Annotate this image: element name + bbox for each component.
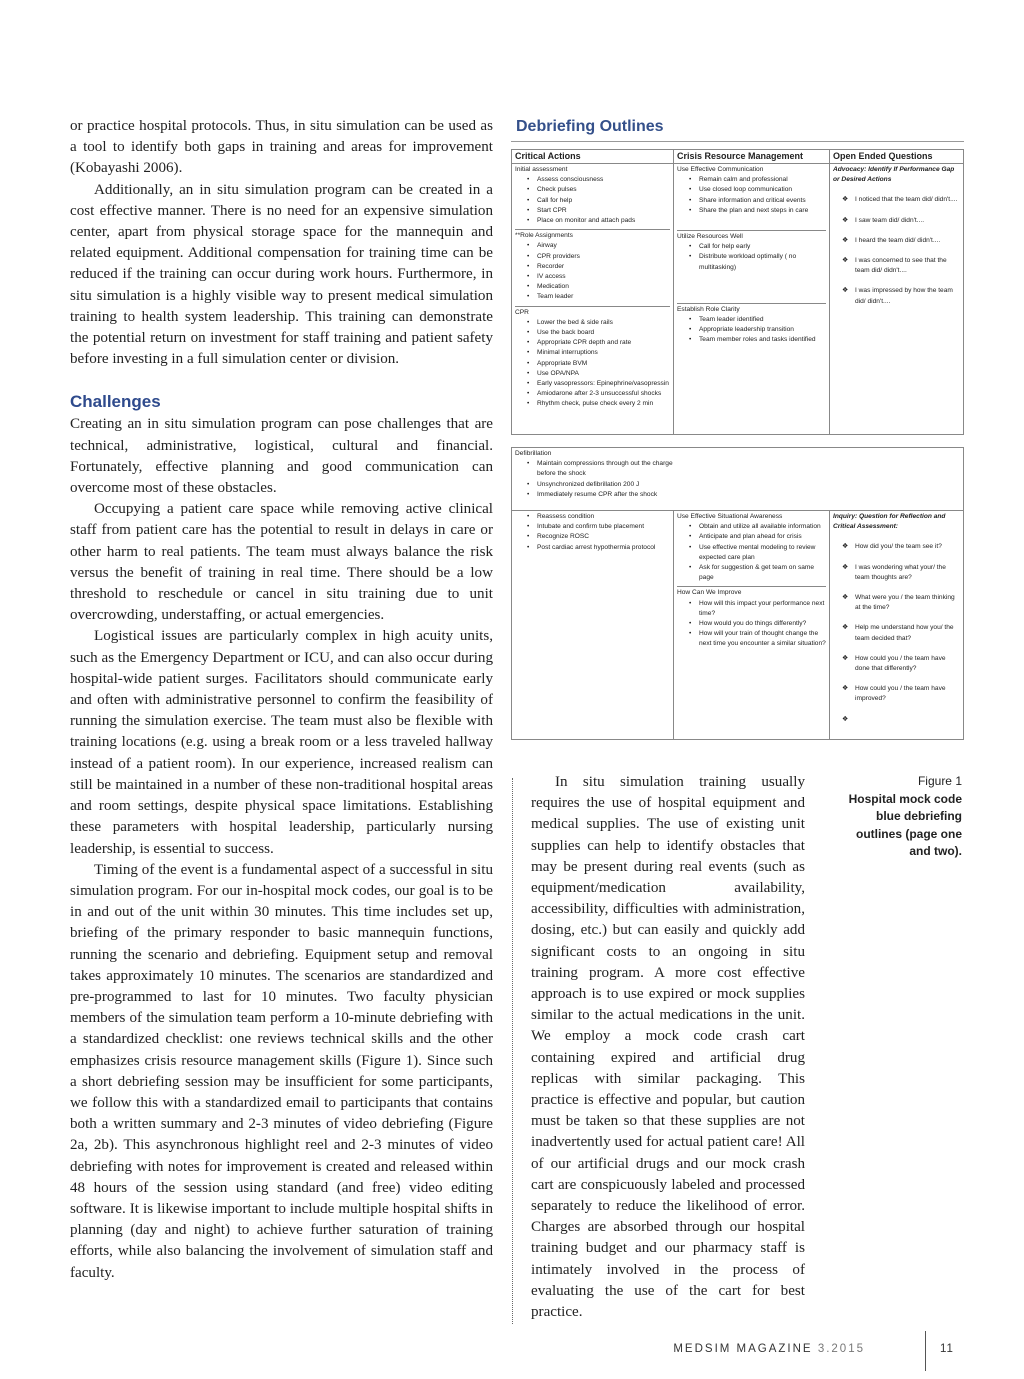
issue-number: 3.2015	[817, 1343, 865, 1355]
list-item: ❖ I heard the team did/ didn't....	[855, 236, 960, 246]
section-label: Defibrillation	[515, 450, 552, 457]
list-item: • Early vasopressors: Epinephrine/vasopressin	[537, 379, 670, 389]
table-header-row	[512, 150, 963, 164]
list-item: • Remain calm and professional	[699, 175, 826, 185]
list-item: • Appropriate BVM	[537, 359, 670, 369]
figure-title: Debriefing Outlines	[516, 118, 664, 135]
list-item: • IV access	[537, 272, 670, 282]
list-item: • Immediately resume CPR after the shock	[537, 490, 677, 500]
list-item: • Distribute workload optimally ( no multitasking)	[699, 252, 826, 272]
bullet-list	[677, 242, 826, 273]
list-item: • Appropriate CPR depth and rate	[537, 338, 670, 348]
section-label: How Can We Improve	[677, 586, 826, 598]
list-item: ❖ I saw team did/ didn't....	[855, 216, 960, 226]
diamond-list	[833, 542, 960, 704]
list-item: ❖ How could you / the team have improved?	[855, 684, 960, 704]
figure-caption	[838, 773, 962, 861]
list-item: ❖ Help me understand how you/ the team decided that?	[855, 623, 960, 643]
body-paragraph: or practice hospital protocols. Thus, in situ simulation can be used as a tool to identify both gaps in training and areas for improvement (Kobayashi 2006).	[70, 118, 493, 177]
bullet-list	[515, 512, 670, 553]
left-column	[70, 116, 493, 1284]
list-item: • Call for help early	[699, 242, 826, 252]
table-body-row	[512, 164, 963, 434]
list-item: • Place on monitor and attach pads	[537, 216, 670, 226]
magazine-name: MEDSIM MAGAZINE	[673, 1343, 813, 1355]
list-item: • Use effective mental modeling to review expected care plan	[699, 543, 826, 563]
section-label: Initial assessment	[515, 166, 568, 173]
list-item: ❖ I was concerned to see that the team did/ didn't....	[855, 256, 960, 276]
list-item: • How will this impact your performance next time?	[699, 599, 826, 619]
bullet-list	[677, 599, 826, 650]
bullet-list	[515, 459, 677, 500]
list-item: • Lower the bed & side rails	[537, 318, 670, 328]
list-item: • Assess consciousness	[537, 175, 670, 185]
column-divider	[512, 778, 513, 1324]
body-paragraph: Occupying a patient care space while removing active clinical staff from patient care has the potential to result in delays in care or other harm to real patients. The team must always balance the risk versus the benefit of training in real time. There should be a low threshold to reschedule or cancel in situ training due to unit overcrowding, understaffing, or actual emergencies.	[70, 501, 493, 624]
list-item: ❖ I was impressed by how the team did/ didn't....	[855, 286, 960, 306]
bullet-list	[515, 318, 670, 410]
bullet-list	[515, 241, 670, 302]
debriefing-figure	[511, 118, 964, 740]
section-label: Establish Role Clarity	[677, 303, 826, 315]
body-paragraph: Additionally, an in situ simulation program can be created in a cost effective manner. There is no need for an expensive simulation center, apart from physical storage space for the mannequin and related equipment. Additional compensation for training time can be reduced if the training can occur during work hours. Furthermore, in situ simulation is a highly visible way to present medical simulation training to health system leadership. This training can demonstrate the potential return on investment for staff training and patient safety before investing in a full simulation center or division.	[70, 181, 493, 368]
section-label: Advocacy: Identify If Performance Gap or Desired Actions	[833, 166, 955, 184]
bullet-list	[677, 315, 826, 346]
list-item: • Call for help	[537, 196, 670, 206]
body-paragraph: In situ simulation training usually requires the use of hospital equipment and medical supplies. The use of existing unit supplies can help to identify obstacles that may be present during real events (such as equipment/medication availability, accessibility, difficulties with administration, dosing, etc.) but can easily and quickly add significant costs to an ongoing in situ training program. A more cost effective approach is to use expired or mock supplies similar to the actual medications in the unit. We employ a mock code crash cart containing expired and artificial drug replicas with similar packaging. This practice is effective and popular, but caution must be taken so that these supplies are not inadvertently used for actual patient care! All of our artificial drugs and our mock crash cart are conspicuously labeled and processed separately to reduce the likelihood of error. Charges are absorbed through our hospital training budget and our pharmacy staff is intimately involved in the process of evaluating the use of the cart for best practice.	[531, 774, 805, 1321]
open-ended-questions-cell	[830, 511, 963, 739]
header-open-ended-questions: Open Ended Questions	[833, 151, 933, 161]
footer-magazine	[673, 1343, 865, 1355]
challenges-heading: Challenges	[70, 392, 161, 412]
list-item: • Start CPR	[537, 206, 670, 216]
body-paragraph: Timing of the event is a fundamental aspect of a successful in situ simulation program. For our in-hospital mock codes, our goal is to be in and out of the unit within 30 minutes. This time includes set up, briefing of the primary responder to basic mannequin functions, running the scenario and debriefing. Equipment setup and removal takes approximately 10 minutes. The scenarios are standardized and pre-programmed to last for 10 minutes. Two faculty physician members of the simulation team perform a 10-minute debriefing with a standardized checklist: one reviews technical skills and the other emphasizes crisis resource management skills (Figure 1). Since such a short debriefing session may be insufficient for some participants, we follow this with a standardized email to participants that contains both a written summary and 2-3 minutes of video debriefing (Figure 2a, 2b). This asynchronous highlight reel and 2-3 minutes of video debriefing with notes for improvement is created and released within 48 hours of the session using standard (and free) video editing software. It is likewise important to include multiple hospital shifts in planning (day and night) to achieve further saturation of training efforts, while also balancing the involvement of simulation staff and faculty.	[70, 861, 493, 1281]
critical-actions-cell	[512, 164, 674, 434]
list-item: • Use the back board	[537, 328, 670, 338]
crisis-resource-management-cell	[674, 511, 830, 739]
body-paragraph: Creating an in situ simulation program can pose challenges that are technical, administrative, logistical, cultural and financial. Fortunately, effective planning and good communication can overcome most of these obstacles.	[70, 416, 493, 497]
figure-caption-text: Hospital mock code blue debriefing outlines (page one and two).	[848, 791, 962, 858]
header-crisis-resource-management: Crisis Resource Management	[674, 150, 830, 163]
debriefing-table-page-two	[511, 447, 964, 740]
diamond-list	[833, 195, 960, 306]
section-label: Use Effective Communication	[677, 166, 764, 173]
bullet-list	[677, 522, 826, 583]
list-item: • Medication	[537, 282, 670, 292]
list-item: ❖ What were you / the team thinking at the time?	[855, 593, 960, 613]
list-item: ❖ How could you / the team have done that differently?	[855, 654, 960, 674]
section-label: Inquiry: Question for Reflection and Critical Assessment:	[833, 513, 946, 531]
list-item: • Airway	[537, 241, 670, 251]
debriefing-table-page-one	[511, 149, 964, 435]
section-label: **Role Assignments	[515, 229, 670, 241]
list-item: • Post cardiac arrest hypothermia protocol	[537, 543, 670, 553]
list-item: • Anticipate and plan ahead for crisis	[699, 532, 826, 542]
list-item: • Recorder	[537, 262, 670, 272]
open-ended-questions-cell	[830, 164, 963, 434]
critical-actions-cell	[512, 511, 674, 739]
list-item: • Share the plan and next steps in care	[699, 206, 826, 216]
list-item: • Reassess condition	[537, 512, 670, 522]
crisis-resource-management-cell	[674, 164, 830, 434]
list-item: • Check pulses	[537, 185, 670, 195]
list-item: • Maintain compressions through out the charge before the shock	[537, 459, 677, 479]
list-item: • How would you do things differently?	[699, 619, 826, 629]
list-item: • Unsynchronized defibrillation 200 J	[537, 480, 677, 490]
list-item: • Recognize ROSC	[537, 532, 670, 542]
list-item: • Rhythm check, pulse check every 2 min	[537, 399, 670, 409]
page-number: 11	[940, 1343, 954, 1355]
list-item: • Team leader identified	[699, 315, 826, 325]
defibrillation-row	[512, 448, 963, 511]
list-item: • Amiodarone after 2-3 unsuccessful shocks	[537, 389, 670, 399]
list-item: • Use closed loop communication	[699, 185, 826, 195]
section-label: CPR	[515, 306, 670, 318]
list-item: ❖ I was wondering what your/ the team thoughts are?	[855, 563, 960, 583]
list-item: • Share information and critical events	[699, 196, 826, 206]
middle-column	[531, 772, 805, 1323]
body-paragraph: Logistical issues are particularly complex in high acuity units, such as the Emergency Department or ICU, and can also occur during hospital-wide patient surges. Facilitators should communicate early and often with administrative personnel to confirm the feasibility of running the simulation exercise. The team must also be flexible with training locations (e.g. using a break room or a less traveled hallway instead of a patient room). In our experience, increased realism can still be maintained in a number of these non-traditional hospital areas and room settings, despite physical space limitations. Establishing these parameters with hospital leadership, particularly nursing leadership, is essential to success.	[70, 628, 493, 857]
section-label: Use Effective Situational Awareness	[677, 513, 783, 520]
list-item: • Team member roles and tasks identified	[699, 335, 826, 345]
list-item: • How will your train of thought change the next time you encounter a similar situation?	[699, 629, 826, 649]
list-item: ❖ I noticed that the team did/ didn't....	[855, 195, 960, 205]
figure-caption-label: Figure 1	[917, 774, 962, 788]
list-item: • Obtain and utilize all available information	[699, 522, 826, 532]
list-item: • Team leader	[537, 292, 670, 302]
list-item: • Use OPA/NPA	[537, 369, 670, 379]
list-item: • Appropriate leadership transition	[699, 325, 826, 335]
table-body-row	[512, 511, 963, 739]
list-item: • Intubate and confirm tube placement	[537, 522, 670, 532]
list-item: • Ask for suggestion & get team on same page	[699, 563, 826, 583]
list-item: • CPR providers	[537, 252, 670, 262]
section-label: Utilize Resources Well	[677, 230, 826, 242]
header-critical-actions: Critical Actions	[512, 150, 674, 163]
list-item: ❖ How did you/ the team see it?	[855, 542, 960, 552]
footer-divider	[925, 1331, 926, 1371]
bullet-list	[515, 175, 670, 226]
list-item: • Minimal interruptions	[537, 348, 670, 358]
bullet-list	[677, 175, 826, 216]
figure-divider	[511, 141, 964, 142]
